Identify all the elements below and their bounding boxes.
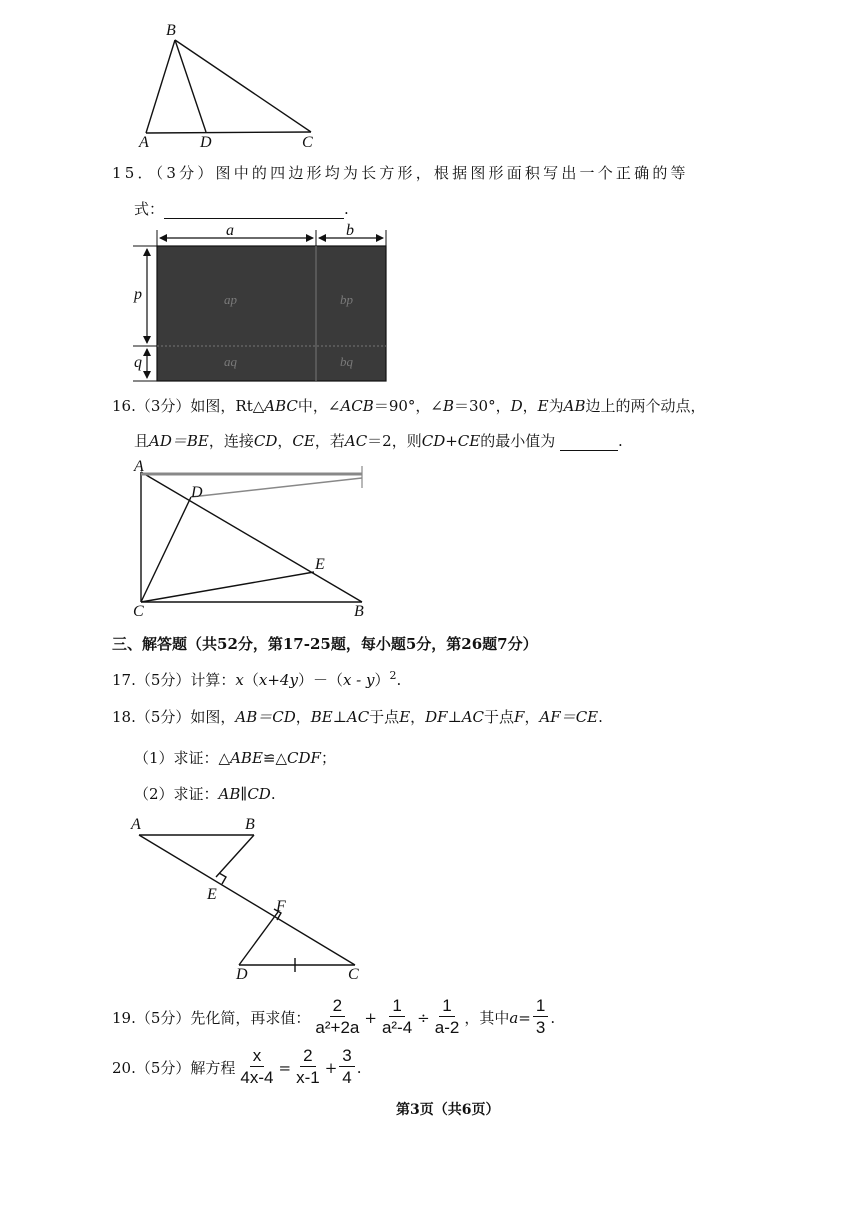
- fig15-cell-bq: bq: [340, 354, 353, 369]
- fig16-label-A: A: [134, 458, 144, 475]
- q19-frac2: $\frac{1}{\text{a²-4}}$: [381, 996, 413, 1037]
- q18-sub2: （2）求证：AB∥CD.: [134, 785, 276, 803]
- q16-answer-blank[interactable]: [560, 450, 618, 451]
- fig15-cell-ap: ap: [224, 292, 237, 307]
- page-footer: 第3页（共6页）: [396, 1102, 500, 1118]
- fig14-label-A: A: [139, 134, 149, 151]
- q20-frac1: $\frac{x}{4x-4}$: [240, 1046, 274, 1087]
- fig18-label-E: E: [207, 886, 217, 903]
- q20-frac2: $\frac{2}{x-1}$: [296, 1046, 320, 1087]
- fig16-label-B: B: [354, 603, 364, 620]
- fig16-triangle: [141, 466, 362, 602]
- q15-line2: 式： .: [134, 200, 349, 218]
- fig18-label-C: C: [348, 966, 359, 983]
- fig18-label-F: F: [276, 898, 286, 915]
- fig16-label-D: D: [191, 484, 203, 501]
- fig15-label-b: b: [346, 222, 354, 239]
- q16-line1: 16.（3分）如图，Rt△ABC中，∠ACB＝90°，∠B＝30°，D，E为AB边上的两个动点，: [112, 397, 706, 415]
- section3-heading: 三、解答题（共52分，第17-25题，每小题5分，第26题7分）: [112, 635, 538, 653]
- fig16-label-E: E: [315, 556, 325, 573]
- fig14-label-D: D: [200, 134, 212, 151]
- fig14-triangle: [146, 40, 311, 133]
- q19-line: 19.（5分）先化简，再求值： $\frac{2}{\text{a²+2a}}$ + $\frac{1}{\text{a²-4}}$ ÷ $\frac{1}{a-2}$ ，其中 a = $\frac{1}{3}$ .: [112, 996, 556, 1037]
- fig18-label-A: A: [131, 816, 141, 833]
- q19-frac1: $\frac{2}{\text{a²+2a}}$: [315, 996, 360, 1037]
- fig15-label-a: a: [226, 222, 234, 239]
- q16-line2: 且AD＝BE，连接CD，CE，若AC＝2，则CD+CE的最小值为 .: [134, 432, 623, 450]
- fig15-cell-aq: aq: [224, 354, 237, 369]
- q19-frac4: $\frac{1}{3}$: [533, 996, 548, 1039]
- fig14-label-B: B: [166, 22, 176, 39]
- fig15-label-p: p: [134, 286, 142, 303]
- q20-frac3: $\frac{3}{4}$: [339, 1046, 354, 1089]
- fig15-cell-bp: bp: [340, 292, 353, 307]
- fig18-triangles: [139, 835, 355, 972]
- fig16-label-C: C: [133, 603, 144, 620]
- q20-line: 20.（5分）解方程 $\frac{x}{4x-4}$ = $\frac{2}{x-1}$ + $\frac{3}{4}$ .: [112, 1046, 362, 1087]
- q18-sub1: （1）求证：△ABE≌△CDF；: [134, 749, 336, 767]
- fig18-label-D: D: [236, 966, 248, 983]
- q15-answer-blank[interactable]: [164, 218, 344, 219]
- q17-line: 17.（5分）计算：x（x+4y）－（x - y）$^2$.: [112, 669, 402, 689]
- fig18-label-B: B: [245, 816, 255, 833]
- q19-frac3: $\frac{1}{a-2}$: [434, 996, 460, 1037]
- fig14-label-C: C: [302, 134, 313, 151]
- fig15-label-q: q: [134, 354, 142, 371]
- q18-line1: 18.（5分）如图，AB＝CD，BE⊥AC于点E，DF⊥AC于点F，AF＝CE.: [112, 708, 603, 726]
- q15-line1: 15．（3分）图中的四边形均为长方形，根据图形面积写出一个正确的等: [112, 164, 689, 182]
